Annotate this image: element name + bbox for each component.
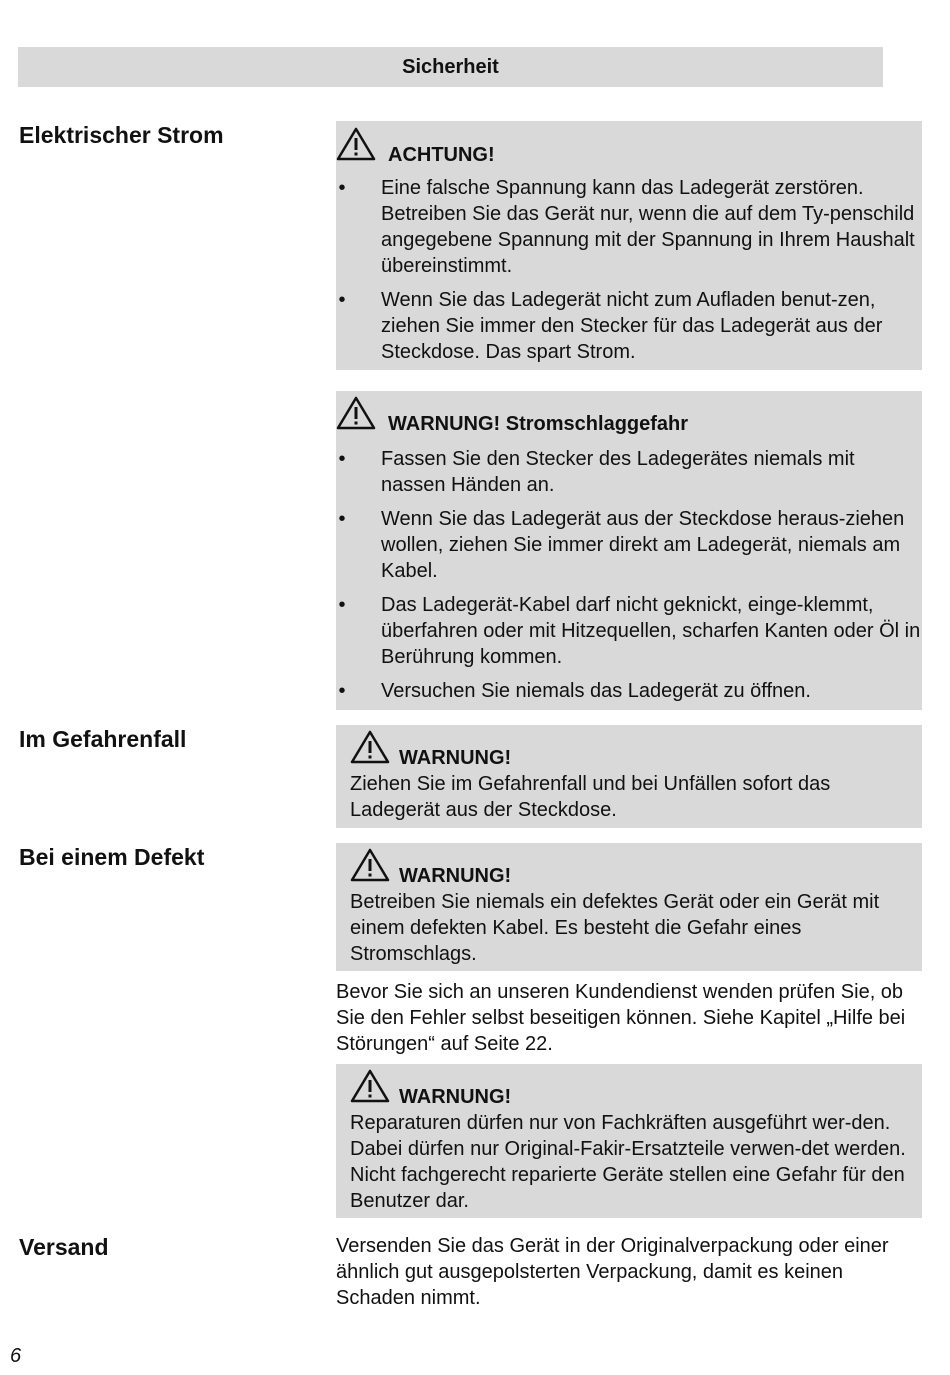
bullet-icon: • (338, 508, 346, 530)
defekt-warnung-box (336, 843, 922, 971)
header-title: Sicherheit (402, 55, 499, 78)
reparatur-warnung-box (336, 1064, 922, 1218)
reparatur-text: Reparaturen dürfen nur von Fachkräften ausgeführt wer-den. Dabei dürfen nur Original-Fakir-Ersatzteile verwen-det werden. Nicht fachgerecht reparierte Geräte stellen eine Gefahr für den Benutzer dar. (350, 1112, 906, 1212)
warning-triangle-icon (336, 396, 376, 437)
list-item: • Fassen Sie den Stecker des Ladegerätes niemals mit nassen Händen an. (336, 446, 922, 498)
gefahrenfall-title-row (350, 730, 908, 771)
stromschlag-title-row (336, 396, 922, 437)
bullet-icon: • (338, 177, 346, 199)
warning-triangle-icon (350, 730, 390, 771)
stromschlag-title: WARNUNG! Stromschlaggefahr (388, 413, 689, 435)
list-item: • Das Ladegerät-Kabel darf nicht geknickt, einge-klemmt, überfahren oder mit Hitzequellen, scharfen Kanten oder Öl in Berührung kommen. (336, 592, 922, 670)
achtung-title-row (336, 127, 922, 168)
bullet-icon: • (338, 594, 346, 616)
bullet-icon: • (338, 680, 346, 702)
gefahrenfall-text: Ziehen Sie im Gefahrenfall und bei Unfällen sofort das Ladegerät aus der Steckdose. (350, 773, 831, 821)
reparatur-title: WARNUNG! (399, 1086, 512, 1108)
warning-triangle-icon (350, 848, 390, 889)
achtung-box (336, 121, 922, 370)
achtung-bullet-list (336, 175, 922, 365)
heading-gefahrenfall: Im Gefahrenfall (19, 726, 187, 752)
achtung-title: ACHTUNG! (388, 144, 495, 166)
reparatur-title-row (350, 1069, 908, 1110)
list-item: • Wenn Sie das Ladegerät aus der Steckdose heraus-ziehen wollen, ziehen Sie immer direkt am Ladegerät, niemals am Kabel. (336, 506, 922, 584)
heading-versand: Versand (19, 1234, 109, 1260)
page-number: 6 (10, 1345, 22, 1367)
bullet-icon: • (338, 448, 346, 470)
defekt-title: WARNUNG! (399, 865, 512, 887)
warning-triangle-icon (350, 1069, 390, 1110)
warning-triangle-icon (336, 127, 376, 168)
heading-defekt: Bei einem Defekt (19, 844, 205, 870)
list-item: • Eine falsche Spannung kann das Ladegerät zerstören. Betreiben Sie das Gerät nur, wenn die auf dem Ty-penschild angegebene Spannung mit der Spannung in Ihrem Haushalt übereinstimmt. (336, 175, 922, 279)
gefahrenfall-warnung-box (336, 725, 922, 828)
kundendienst-paragraph: Bevor Sie sich an unseren Kundendienst wenden prüfen Sie, ob Sie den Fehler selbst beseitigen können. Siehe Kapitel „Hilfe bei Störungen“ auf Seite 22. (336, 981, 906, 1055)
defekt-text: Betreiben Sie niemals ein defektes Gerät oder ein Gerät mit einem defekten Kabel. Es besteht die Gefahr eines Stromschlags. (350, 891, 880, 965)
defekt-title-row (350, 848, 908, 889)
gefahrenfall-title: WARNUNG! (399, 747, 512, 769)
stromschlag-bullet-list (336, 446, 922, 704)
bullet-icon: • (338, 289, 346, 311)
list-item: • Versuchen Sie niemals das Ladegerät zu öffnen. (336, 678, 922, 704)
versand-paragraph: Versenden Sie das Gerät in der Originalverpackung oder einer ähnlich gut ausgepolsterten Verpackung, damit es keinen Schaden nimmt. (336, 1235, 889, 1309)
header-bar (18, 47, 883, 87)
list-item: • Wenn Sie das Ladegerät nicht zum Aufladen benut-zen, ziehen Sie immer den Stecker für das Ladegerät aus der Steckdose. Das spart Strom. (336, 287, 922, 365)
stromschlag-warnung-box (336, 391, 922, 710)
heading-elektrischer-strom: Elektrischer Strom (19, 122, 224, 148)
